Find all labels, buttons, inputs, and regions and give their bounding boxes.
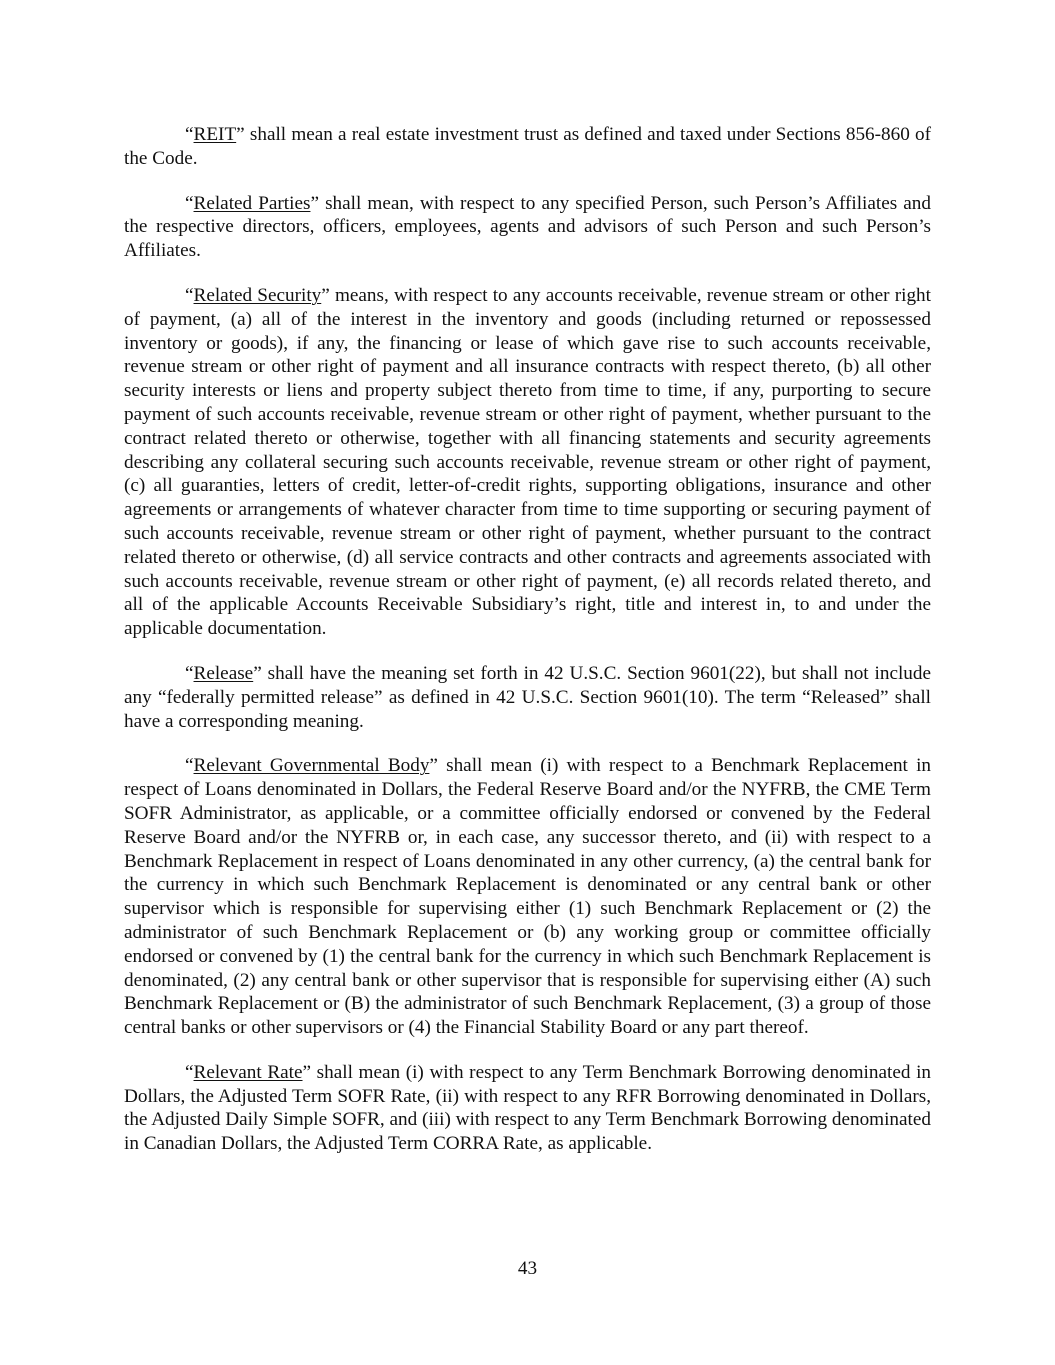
defined-term: Relevant Governmental Body: [193, 755, 430, 777]
definition-text: shall mean a real estate investment trust as defined and taxed under Sections 856-860 of the Code.: [124, 124, 931, 169]
definition-relevant-governmental-body: “Relevant Governmental Body” shall mean (i) with respect to a Benchmark Replacement in respect of Loans denominated in Dollars, the Federal Reserve Board and/or the NYFRB, the CME Term SOFR Administrator, as applicable, or a committee officially endorsed or convened by the Federal Reserve Board and/or the NYFRB or, in each case, any successor thereto, and (ii) with respect to a Benchmark Replacement in respect of Loans denominated in any other currency, (a) the central bank for the currency in which such Benchmark Replacement is denominated or any central bank or other supervisor which is responsible for supervising either (1) such Benchmark Replacement or (2) the administrator of such Benchmark Replacement or (b) any working group or committee officially endorsed or convened by (1) the central bank for the currency in which such Benchmark Replacement is denominated, (2) any central bank or other supervisor that is responsible for supervising either (A) such Benchmark Replacement or (B) the administrator of such Benchmark Replacement, (3) a group of those central banks or other supervisors or (4) the Financial Stability Board or any part thereof.: [124, 755, 931, 1039]
definition-release: “Release” shall have the meaning set forth in 42 U.S.C. Section 9601(22), but shall not include any “federally permitted release” as defined in 42 U.S.C. Section 9601(10). The term “Released” shall have a corresponding meaning.: [124, 662, 931, 732]
defined-term: Relevant Rate: [193, 1061, 303, 1083]
definition-text: means, with respect to any accounts receivable, revenue stream or other right of payment, (a) all of the interest in the inventory and goods (including returned or repossessed inventory or goods), if any, the financing or lease of which gave rise to such accounts receivable, revenue stream or other right of payment and all insurance contracts with respect thereto, (b) all other security interests or liens and property subject thereto from time to time, if any, purporting to secure payment of such accounts receivable, revenue stream or other right of payment, whether pursuant to the contract related thereto or otherwise, together with all financing statements and security agreements describing any collateral securing such accounts receivable, revenue stream or other right of payment, (c) all guaranties, letters of credit, letter-of-credit rights, supporting obligations, insurance and other agreements or arrangements of whatever character from time to time supporting or securing payment of such accounts receivable, revenue stream or other right of payment, whether pursuant to the contract related thereto or otherwise, (d) all service contracts and other contracts and agreements associated with such accounts receivable, revenue stream or other right of payment, (e) all records related thereto, and all of the applicable Accounts Receivable Subsidiary’s right, title and interest in, to and under the applicable documentation.: [124, 284, 931, 640]
definition-text: shall mean (i) with respect to any Term Benchmark Borrowing denominated in Dollars, the Adjusted Term SOFR Rate, (ii) with respect to any RFR Borrowing denominated in Dollars, the Adjusted Daily Simple SOFR, and (iii) with respect to any Term Benchmark Borrowing denominated in Canadian Dollars, the Adjusted Term CORRA Rate, as applicable.: [124, 1061, 931, 1155]
definition-text: shall mean (i) with respect to a Benchmark Replacement in respect of Loans denominated in Dollars, the Federal Reserve Board and/or the NYFRB, the CME Term SOFR Administrator, as applicable, or a committee officially endorsed or convened by the Federal Reserve Board and/or the NYFRB or, in each case, any successor thereto, and (ii) with respect to a Benchmark Replacement in respect of Loans denominated in any other currency, (a) the central bank for the currency in which such Benchmark Replacement is denominated or any central bank or other supervisor which is responsible for supervising either (1) such Benchmark Replacement or (2) the administrator of such Benchmark Replacement or (b) any working group or committee officially endorsed or convened by (1) the central bank for the currency in which such Benchmark Replacement is denominated, (2) any central bank or other supervisor that is responsible for supervising either (A) such Benchmark Replacement or (B) the administrator of such Benchmark Replacement, (3) a group of those central banks or other supervisors or (4) the Financial Stability Board or any part thereof.: [124, 755, 931, 1039]
definition-related-security: “Related Security” means, with respect to any accounts receivable, revenue stream or other right of payment, (a) all of the interest in the inventory and goods (including returned or repossessed inventory or goods), if any, the financing or lease of which gave rise to such accounts receivable, revenue stream or other right of payment and all insurance contracts with respect thereto, (b) all other security interests or liens and property subject thereto from time to time, if any, purporting to secure payment of such accounts receivable, revenue stream or other right of payment, whether pursuant to the contract related thereto or otherwise, together with all financing statements and security agreements describing any collateral securing such accounts receivable, revenue stream or other right of payment, (c) all guaranties, letters of credit, letter-of-credit rights, supporting obligations, insurance and other agreements or arrangements of whatever character from time to time supporting or securing payment of such accounts receivable, revenue stream or other right of payment, whether pursuant to the contract related thereto or otherwise, (d) all service contracts and other contracts and agreements associated with such accounts receivable, revenue stream or other right of payment, (e) all records related thereto, and all of the applicable Accounts Receivable Subsidiary’s right, title and interest in, to and under the applicable documentation.: [124, 284, 931, 640]
defined-term: Release: [193, 662, 254, 684]
definition-relevant-rate: “Relevant Rate” shall mean (i) with respect to any Term Benchmark Borrowing denominated in Dollars, the Adjusted Term SOFR Rate, (ii) with respect to any RFR Borrowing denominated in Dollars, the Adjusted Daily Simple SOFR, and (iii) with respect to any Term Benchmark Borrowing denominated in Canadian Dollars, the Adjusted Term CORRA Rate, as applicable.: [124, 1061, 931, 1155]
defined-term: Related Parties: [193, 192, 311, 214]
definition-reit: “REIT” shall mean a real estate investment trust as defined and taxed under Sections 856-860 of the Code.: [124, 124, 931, 169]
page-number: 43: [517, 1258, 538, 1279]
definition-text: shall have the meaning set forth in 42 U.S.C. Section 9601(22), but shall not include any “federally permitted release” as defined in 42 U.S.C. Section 9601(10). The term “Released” shall have a corresponding meaning.: [124, 662, 931, 732]
defined-term: Related Security: [193, 284, 322, 306]
document-body: [124, 123, 931, 1177]
definition-text: shall mean, with respect to any specified Person, such Person’s Affiliates and the respective directors, officers, employees, agents and advisors of such Person and such Person’s Affiliates.: [124, 192, 931, 262]
defined-term: REIT: [193, 124, 237, 145]
definition-related-parties: “Related Parties” shall mean, with respect to any specified Person, such Person’s Affiliates and the respective directors, officers, employees, agents and advisors of such Person and such Person’s Affiliates.: [124, 192, 931, 262]
